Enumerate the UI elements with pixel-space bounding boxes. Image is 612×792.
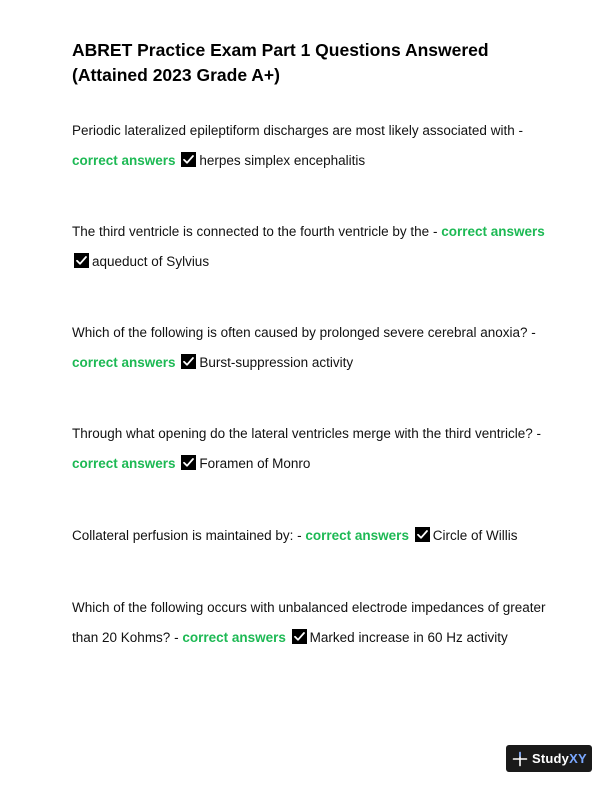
correct-answers-label: correct answers <box>72 354 176 370</box>
correct-answers-label: correct answers <box>182 629 286 645</box>
question-text: Collateral perfusion is maintained by: - <box>72 528 302 543</box>
answer-text: Foramen of Monro <box>199 455 311 471</box>
qa-item <box>72 593 550 652</box>
qa-item <box>72 318 550 377</box>
document-title <box>72 38 552 88</box>
qa-item <box>72 217 550 276</box>
answer-text: herpes simplex encephalitis <box>199 152 366 168</box>
studyxy-badge[interactable] <box>506 745 592 772</box>
correct-answers-label: correct answers <box>441 224 545 239</box>
checkmark-icon <box>181 152 196 167</box>
brand-accent-text: XY <box>569 751 587 766</box>
qa-item <box>72 116 550 175</box>
question-text: Through what opening do the lateral ventricles merge with the third ventricle? - <box>72 426 541 441</box>
question-text: Which of the following is often caused by prolonged severe cerebral anoxia? - <box>72 325 536 340</box>
answer-text: Marked increase in 60 Hz activity <box>309 629 508 645</box>
checkmark-icon <box>181 354 196 369</box>
answer-text: Circle of Willis <box>432 528 518 543</box>
correct-answers-label: correct answers <box>305 528 409 543</box>
correct-answers-label: correct answers <box>72 152 176 168</box>
title-line-1: ABRET Practice Exam Part 1 Questions Answered <box>72 40 489 60</box>
question-text: The third ventricle is connected to the fourth ventricle by the - <box>72 224 438 239</box>
checkmark-icon <box>74 253 89 268</box>
question-text: Which of the following occurs with unbalanced electrode impedances of greater than 20 Kohms? - <box>72 600 546 645</box>
studyxy-logo-text <box>532 751 587 766</box>
qa-item <box>72 419 550 478</box>
qa-item <box>72 521 550 551</box>
question-text: Periodic lateralized epileptiform discharges are most likely associated with - <box>72 123 523 138</box>
correct-answers-label: correct answers <box>72 455 176 471</box>
checkmark-icon <box>292 629 307 644</box>
brand-main-text: Study <box>532 751 570 766</box>
answer-text: aqueduct of Sylvius <box>92 253 210 269</box>
plus-icon <box>512 751 528 767</box>
answer-text: Burst-suppression activity <box>199 354 354 370</box>
checkmark-icon <box>415 527 430 542</box>
title-line-2: (Attained 2023 Grade A+) <box>72 65 280 85</box>
checkmark-icon <box>181 455 196 470</box>
